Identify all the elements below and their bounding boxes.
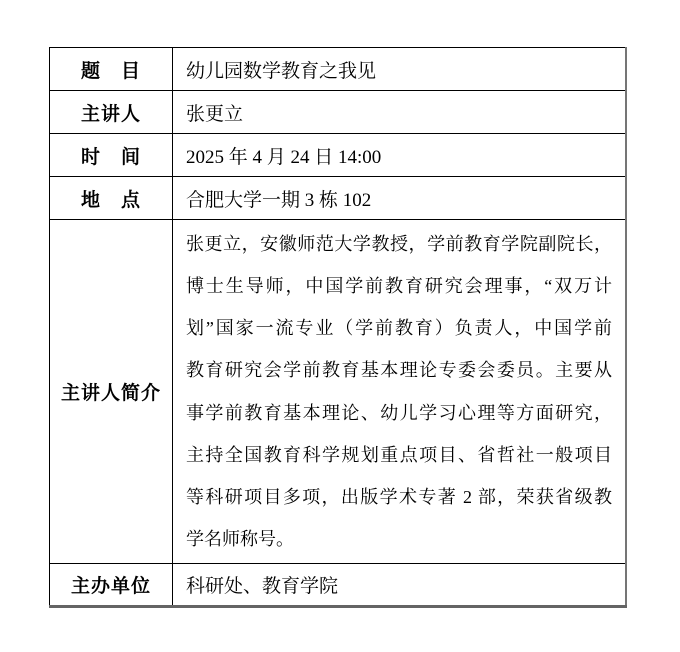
row-label-time: 时 间 [50,134,173,177]
bio-line: 划”国家一流专业（学前教育）负责人，中国学前 [186,318,612,339]
bio-line: 学名师称号。 [186,529,294,550]
row-label-location: 地 点 [50,177,173,220]
bio-line: 主持全国教育科学规划重点项目、省哲社一般项目 [186,444,612,465]
row-value-organizer: 科研处、教育学院 [173,564,627,607]
bio-line: 事学前教育基本理论、幼儿学习心理等方面研究， [186,402,612,423]
bio-line: 等科研项目多项，出版学术专著 2 部，荣获省级教 [186,486,612,507]
row-label-organizer: 主办单位 [50,564,173,607]
row-label-speaker: 主讲人 [50,91,173,134]
table-row-speaker [50,91,627,134]
row-value-location: 合肥大学一期 3 栋 102 [173,177,627,220]
lecture-info-table [49,47,627,608]
table-row-time [50,134,627,177]
row-value-time: 2025 年 4 月 24 日 14:00 [173,134,627,177]
table-row-speaker-bio [50,220,627,564]
table-row-organizer [50,564,627,607]
table-row-location [50,177,627,220]
bio-line: 博士生导师，中国学前教育研究会理事，“双万计 [186,275,612,296]
row-label-title: 题 目 [50,48,173,91]
row-label-speaker-bio: 主讲人简介 [50,220,173,564]
table-row-title [50,48,627,91]
row-value-title: 幼儿园数学教育之我见 [173,48,627,91]
bio-line: 教育研究会学前教育基本理论专委会委员。主要从 [186,360,612,381]
row-value-speaker-bio [173,220,627,564]
bio-line: 张更立，安徽师范大学教授，学前教育学院副院长， [186,233,612,254]
row-value-speaker: 张更立 [173,91,627,134]
